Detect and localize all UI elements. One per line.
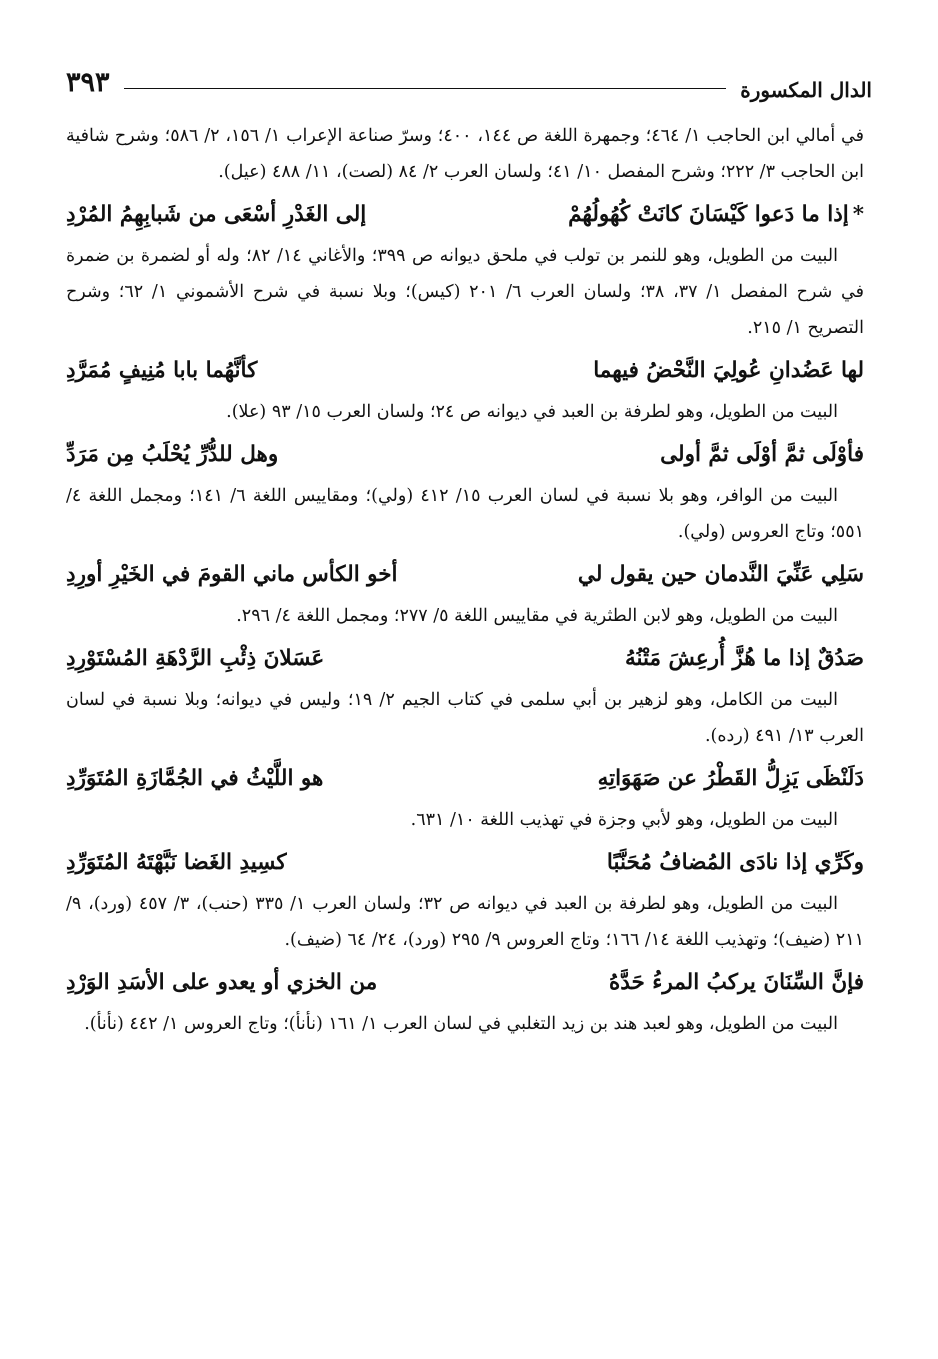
asterisk-marker: * xyxy=(852,202,864,227)
verse-second-hemistich: كسِيدِ الغَضا نَبَّهْتَهُ المُتَوَرِّدِ xyxy=(66,850,287,875)
verse-line xyxy=(66,960,864,1006)
entry xyxy=(66,432,864,550)
verse-line xyxy=(66,756,864,802)
verse-second-hemistich: إلى الغَدْرِ أسْعَى من شَبابِهِمُ المُرْدِ xyxy=(66,202,367,227)
verse-note: البيت من الطويل، وهو لابن الطثرية في مقاييس اللغة ٥/ ٢٧٧؛ ومجمل اللغة ٤/ ٢٩٦. xyxy=(236,606,838,626)
verse-line xyxy=(66,192,864,238)
running-title: الدال المكسورة xyxy=(740,78,872,102)
verse-first-hemistich: وكَرِّي إذا نادَى المُضافُ مُحَنَّبًا xyxy=(606,850,864,875)
header-rule xyxy=(124,88,727,89)
verse-line xyxy=(66,552,864,598)
verse-first-hemistich: دَلَنْظَى يَزِلُّ القَطْرُ عن صَهَوَاتِهِ xyxy=(597,766,864,791)
verse-first-hemistich: فأوْلَى ثمَّ أوْلَى ثمَّ أولى xyxy=(660,442,864,467)
page-header xyxy=(66,62,872,102)
verse-line xyxy=(66,432,864,478)
verse-note: البيت من الكامل، وهو لزهير بن أبي سلمى في كتاب الجيم ٢/ ١٩؛ وليس في ديوانه؛ وبلا نسبة في لسان العرب ١٣/ ٤٩١ (رده). xyxy=(66,690,864,746)
verse-first-hemistich: *إذا ما دَعوا كَيْسَانَ كانَتْ كُهُولُهُمْ xyxy=(568,202,864,227)
verse-note: البيت من الطويل، وهو لعبد هند بن زيد التغلبي في لسان العرب ١/ ١٦١ (نأنأ)؛ وتاج العروس ١/ ٤٤٢ (نأنأ). xyxy=(84,1014,838,1034)
verse-note: البيت من الطويل، وهو لطرفة بن العبد في ديوانه ص ٣٢؛ ولسان العرب ١/ ٣٣٥ (حنب)، ٣/ ٤٥٧ (ورد)، ٩/ ٢١١ (ضيف)؛ وتهذيب اللغة ١٤/ ١٦٦؛ وتاج العروس ٩/ ٢٩٥ (ورد)، ٢٤/ ٦٤ (ضيف). xyxy=(66,894,864,950)
entry xyxy=(66,192,864,346)
verse-second-hemistich: هو اللَّيْثُ في الجُمَّازَةِ المُتَوَرِّدِ xyxy=(66,766,324,791)
verse-second-hemistich: عَسَلانَ ذِئْبِ الرَّدْهَةِ المُسْتَوْرِدِ xyxy=(66,646,325,671)
entry xyxy=(66,960,864,1042)
intro-paragraph: في أمالي ابن الحاجب ١/ ٤٦٤؛ وجمهرة اللغة ص ١٤٤، ٤٠٠؛ وسرّ صناعة الإعراب ١/ ١٥٦، ٢/ ٥٨٦؛ وشرح شافية ابن الحاجب ٣/ ٢٢٢؛ وشرح المفصل ١٠/ ٤١؛ ولسان العرب ٢/ ٨٤ (لصت)، ١١/ ٤٨٨ (عيل). xyxy=(66,126,864,182)
verse-second-hemistich: أخو الكأس ماني القومَ في الخَيْرِ أورِدِ xyxy=(66,562,398,587)
entry xyxy=(66,348,864,430)
verse-first-hemistich: لها عَضُدانِ عُولِيَ النَّحْضُ فيهما xyxy=(593,358,864,383)
verse-note: البيت من الطويل، وهو لطرفة بن العبد في ديوانه ص ٢٤؛ ولسان العرب ١٥/ ٩٣ (علا). xyxy=(226,402,838,422)
page-number: ٣٩٣ xyxy=(66,66,110,98)
verse-first-hemistich: فإنَّ السِّنَانَ يركبُ المرءُ حَدَّهُ xyxy=(608,970,864,995)
verse-note: البيت من الطويل، وهو للنمر بن تولب في ملحق ديوانه ص ٣٩٩؛ والأغاني ١٤/ ٨٢؛ وله أو لضمرة بن ضمرة في شرح المفصل ١/ ٣٧، ٣٨؛ ولسان العرب ٦/ ٢٠١ (كيس)؛ وبلا نسبة في شرح الأشموني ١/ ٦٢؛ وشرح التصريح ١/ ٢١٥. xyxy=(66,246,864,338)
verse-second-hemistich: من الخزي أو يعدو على الأسَدِ الوَرْدِ xyxy=(66,970,378,995)
verse-second-hemistich: كأنَّهُما بابا مُنِيفٍ مُمَرَّدِ xyxy=(66,358,258,383)
verse-line xyxy=(66,348,864,394)
page-body xyxy=(66,118,864,1042)
verse-line xyxy=(66,636,864,682)
entry xyxy=(66,636,864,754)
verse-note: البيت من الوافر، وهو بلا نسبة في لسان العرب ١٥/ ٤١٢ (ولي)؛ ومقاييس اللغة ٦/ ١٤١؛ ومجمل اللغة ٤/ ٥٥١؛ وتاج العروس (ولي). xyxy=(66,486,864,542)
verse-note: البيت من الطويل، وهو لأبي وجزة في تهذيب اللغة ١٠/ ٦٣١. xyxy=(410,810,838,830)
verse-first-hemistich: سَلِي عَنِّيَ النَّدمان حين يقول لي xyxy=(577,562,864,587)
entry xyxy=(66,840,864,958)
verse-second-hemistich: وهل للدُّرِّ يُحْلَبُ مِن مَرَدِّ xyxy=(66,442,279,467)
entry xyxy=(66,756,864,838)
verse-first-hemistich: صَدُقٌ إذا ما هُزَّ أُرعِشَ مَتْنُهُ xyxy=(624,646,864,671)
verse-line xyxy=(66,840,864,886)
entry xyxy=(66,552,864,634)
